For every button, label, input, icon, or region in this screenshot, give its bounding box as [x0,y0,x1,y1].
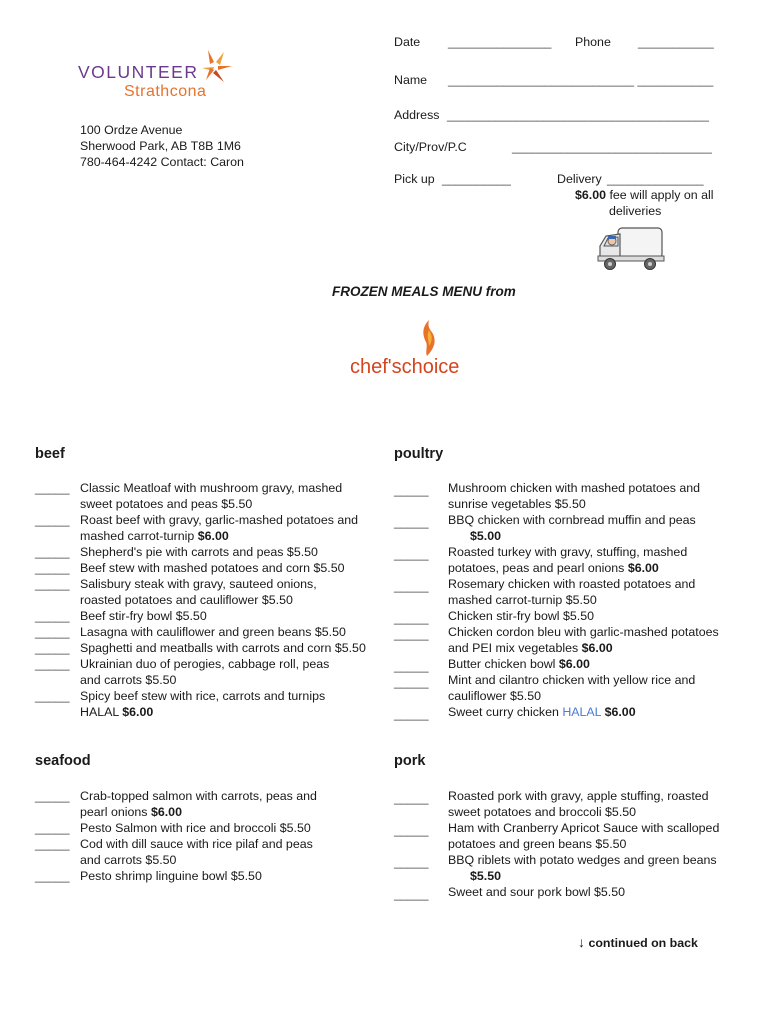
flame-icon [417,318,439,358]
poultry-line: BBQ chicken with cornbread muffin and peas [448,513,696,527]
org-address-line1: 100 Ordze Avenue [80,123,183,137]
poultry-line: Mushroom chicken with mashed potatoes and [448,481,701,495]
date-field[interactable]: _______________ [448,35,552,49]
poultry-line: Chicken stir-fry bowl $5.50 [448,609,594,623]
qty-blank[interactable]: _____ [35,513,70,527]
pork-line: sweet potatoes and broccoli $5.50 [448,805,637,819]
beef-line: Shepherd's pie with carrots and peas $5.50 [80,545,318,559]
delivery-fee: $6.00 [575,188,607,202]
name-field[interactable]: ___________________________ ___________ [448,73,714,87]
beef-line: Roast beef with gravy, garlic-mashed potatoes and [80,513,359,527]
poultry-line [448,656,590,672]
section-heading-pork: pork [394,753,426,769]
beef-line: Salisbury steak with gravy, sauteed onions, [80,577,317,591]
date-label: Date [394,35,421,49]
continued-text: continued on back [588,936,698,950]
pork-line: potatoes and green beans $5.50 [448,837,627,851]
qty-blank[interactable]: _____ [394,627,429,641]
phone-label: Phone [575,35,611,49]
poultry-line [448,704,636,720]
beef-line: Beef stir-fry bowl $5.50 [80,609,207,623]
poultry-price-bold: $6.00 [627,561,659,575]
qty-blank[interactable]: _____ [394,515,429,529]
volunteer-strathcona-logo [78,48,238,108]
delivery-van-icon [596,222,666,272]
pork-line: Roasted pork with gravy, apple stuffing, roasted [448,789,709,803]
poultry-line-text: Sweet curry chicken [448,705,563,719]
logo-line1: VOLUNTEER [78,62,199,82]
beef-price-bold: $6.00 [122,705,154,719]
beef-line: and carrots $5.50 [80,673,177,687]
seafood-price-bold: $6.00 [150,805,182,819]
seafood-line: Pesto shrimp linguine bowl $5.50 [80,869,262,883]
name-label: Name [394,73,428,87]
qty-blank[interactable]: _____ [35,837,70,851]
seafood-line: Pesto Salmon with rice and broccoli $5.50 [80,821,311,835]
seafood-line: Crab-topped salmon with carrots, peas and [80,789,317,803]
city-label: City/Prov/P.C [394,140,467,154]
beef-line: Ukrainian duo of perogies, cabbage roll, peas [80,657,330,671]
star-burst-icon [194,48,234,84]
poultry-line: Rosemary chicken with roasted potatoes and [448,577,696,591]
chefs-choice-logo: chef'schoice [350,356,460,378]
poultry-line: Mint and cilantro chicken with yellow rice and [448,673,696,687]
qty-blank[interactable]: _____ [394,707,429,721]
poultry-line: sunrise vegetables $5.50 [448,497,586,511]
qty-blank[interactable]: _____ [35,609,70,623]
qty-blank[interactable]: _____ [394,579,429,593]
address-field[interactable]: ______________________________________ [447,108,709,122]
beef-line-text: HALAL [80,705,123,719]
beef-line: Spaghetti and meatballs with carrots and corn $5.50 [80,641,366,655]
poultry-line: cauliflower $5.50 [448,689,541,703]
pickup-label: Pick up [394,172,435,186]
poultry-line-text: potatoes, peas and pearl onions [448,561,628,575]
beef-line: Spicy beef stew with rice, carrots and turnips [80,689,326,703]
continued-note [578,934,698,951]
qty-blank[interactable]: _____ [35,545,70,559]
seafood-line: and carrots $5.50 [80,853,177,867]
pickup-field[interactable]: __________ [442,172,511,186]
poultry-price-bold: $6.00 [581,641,613,655]
beef-line: Classic Meatloaf with mushroom gravy, mashed [80,481,343,495]
qty-blank[interactable]: _____ [394,483,429,497]
poultry-line [448,560,659,576]
beef-line-text: mashed carrot-turnip [80,529,198,543]
poultry-price-bold: $5.00 [470,529,502,543]
delivery-field[interactable]: ______________ [607,172,704,186]
qty-blank[interactable]: _____ [394,547,429,561]
pork-line: Ham with Cranberry Apricot Sauce with scalloped [448,821,720,835]
qty-blank[interactable]: _____ [35,821,70,835]
section-heading-beef: beef [35,446,65,462]
menu-title: FROZEN MEALS MENU from [332,284,516,299]
phone-field[interactable]: ___________ [638,35,714,49]
seafood-line-text: pearl onions [80,805,151,819]
qty-blank[interactable]: _____ [35,689,70,703]
qty-blank[interactable]: _____ [35,869,70,883]
seafood-line: Cod with dill sauce with rice pilaf and peas [80,837,313,851]
delivery-note1: fee will apply on all [606,188,714,202]
qty-blank[interactable]: _____ [35,789,70,803]
address-label: Address [394,108,440,122]
pork-price-bold: $5.50 [470,869,502,883]
qty-blank[interactable]: _____ [35,481,70,495]
seafood-line [80,804,182,820]
qty-blank[interactable]: _____ [35,657,70,671]
poultry-line [448,640,613,656]
beef-line: roasted potatoes and cauliflower $5.50 [80,593,293,607]
qty-blank[interactable]: _____ [394,823,429,837]
qty-blank[interactable]: _____ [394,887,429,901]
poultry-price-bold: $6.00 [558,657,590,671]
section-heading-poultry: poultry [394,446,444,462]
city-field[interactable]: _____________________________ [512,140,712,154]
poultry-line: Chicken cordon bleu with garlic-mashed potatoes [448,625,719,639]
beef-line [80,704,153,720]
qty-blank[interactable]: _____ [35,577,70,591]
qty-blank[interactable]: _____ [35,561,70,575]
halal-label: HALAL [562,705,602,719]
logo-line2: Strathcona [124,83,207,100]
delivery-label: Delivery [557,172,602,186]
beef-line [80,528,229,544]
delivery-fee-note [575,187,713,203]
beef-line: sweet potatoes and peas $5.50 [80,497,253,511]
poultry-line-text: and PEI mix vegetables [448,641,582,655]
poultry-line: Roasted turkey with gravy, stuffing, mashed [448,545,688,559]
qty-blank[interactable]: _____ [35,641,70,655]
org-phone-contact: 780-464-4242 Contact: Caron [80,155,244,169]
org-address-line2: Sherwood Park, AB T8B 1M6 [80,139,241,153]
qty-blank[interactable]: _____ [394,611,429,625]
poultry-line: mashed carrot-turnip $5.50 [448,593,597,607]
qty-blank[interactable]: _____ [394,791,429,805]
beef-price-bold: $6.00 [197,529,229,543]
pork-line: BBQ riblets with potato wedges and green beans [448,853,717,867]
section-heading-seafood: seafood [35,753,91,769]
delivery-note2: deliveries [609,204,662,218]
beef-line: Lasagna with cauliflower and green beans $5.50 [80,625,346,639]
qty-blank[interactable]: _____ [394,675,429,689]
beef-line: Beef stew with mashed potatoes and corn $5.50 [80,561,345,575]
pork-line: Sweet and sour pork bowl $5.50 [448,885,626,899]
down-arrow-icon: ↓ [578,934,585,950]
poultry-price-bold: $6.00 [604,705,636,719]
poultry-line-text: Butter chicken bowl [448,657,559,671]
qty-blank[interactable]: _____ [394,659,429,673]
qty-blank[interactable]: _____ [394,855,429,869]
qty-blank[interactable]: _____ [35,625,70,639]
